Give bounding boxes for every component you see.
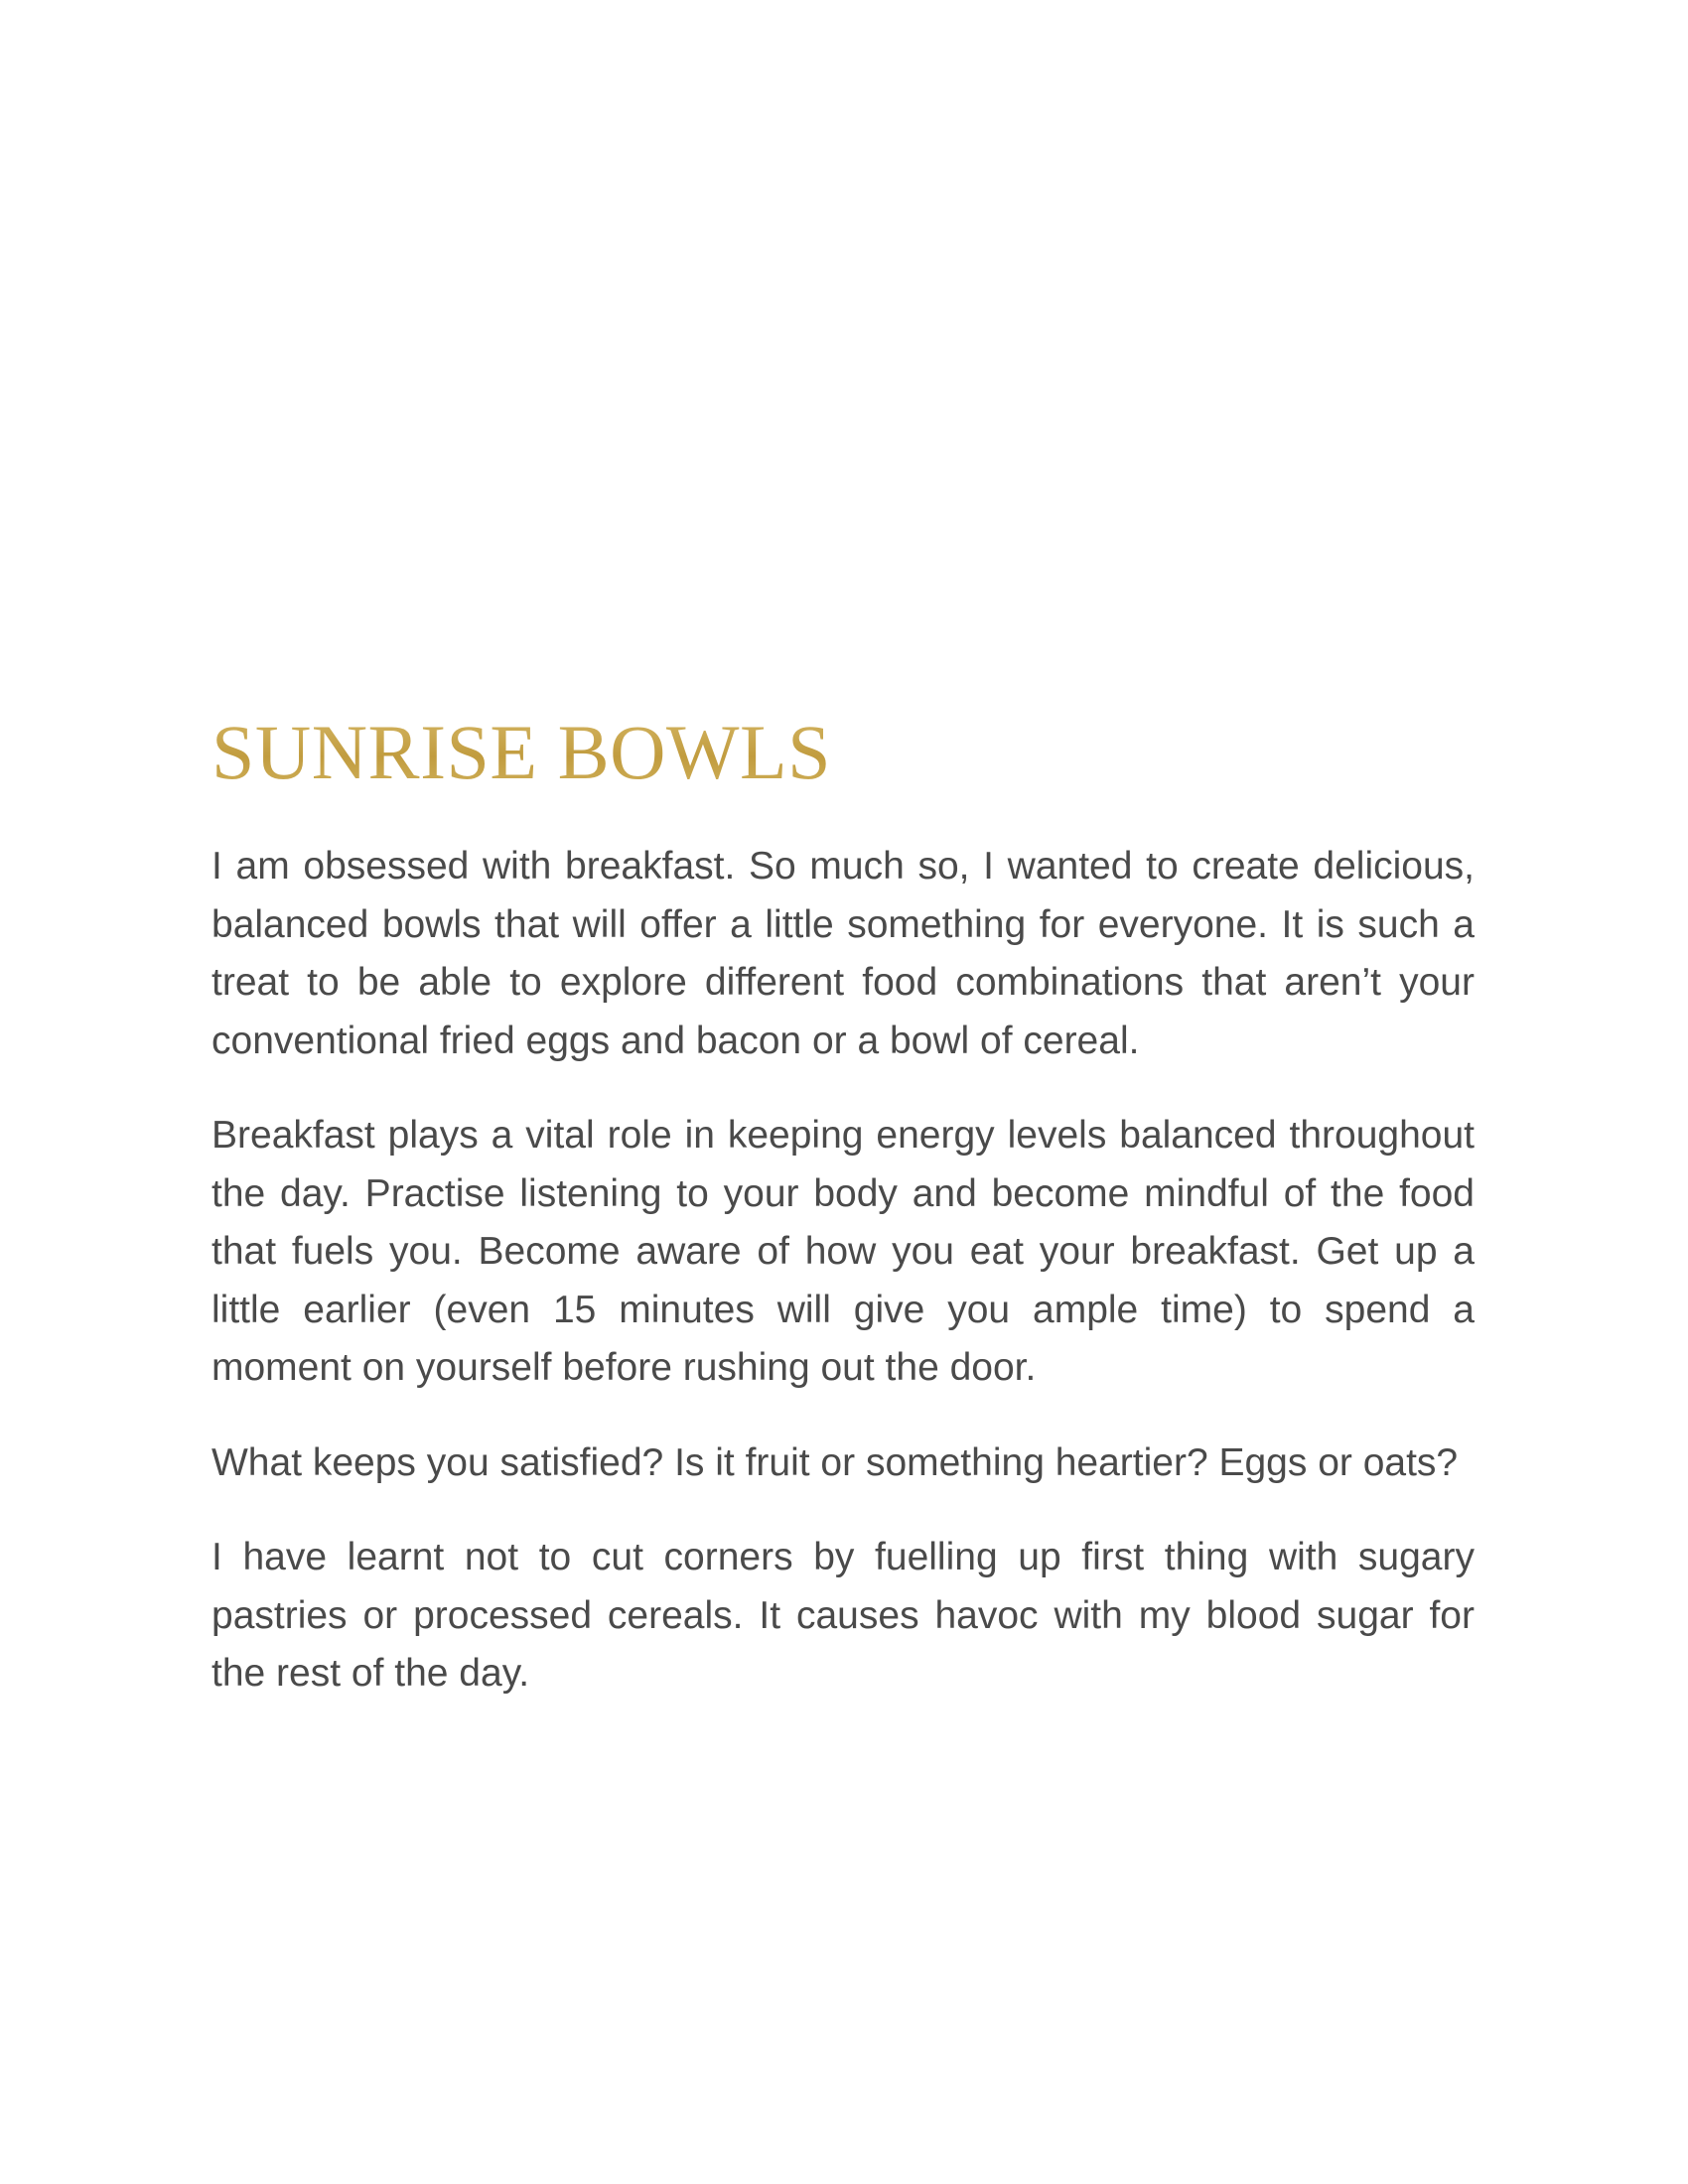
body-text	[211, 838, 1475, 1704]
paragraph-energy: Breakfast plays a vital role in keeping energy levels balanced throughout the day. Practise listening to your body and become mindful of the food that fuels you. Become aware of how you eat your breakfast. Get up a little earlier (even 15 minutes will give you ample time) to spend a moment on yourself before rushing out the door.	[211, 1114, 1475, 1389]
paragraph-intro: I am obsessed with breakfast. So much so, I wanted to create delicious, balanced bowls that will offer a little something for everyone. It is such a treat to be able to explore different food combinations that aren’t your conventional fried eggs and bacon or a bowl of cereal.	[211, 845, 1475, 1062]
paragraph-sugar: I have learnt not to cut corners by fuelling up first thing with sugary pastries or processed cereals. It causes havoc with my blood sugar for the rest of the day.	[211, 1536, 1475, 1695]
page-content	[211, 707, 1475, 1740]
page-title: SUNRISE BOWLS	[211, 707, 1475, 798]
paragraph-questions: What keeps you satisfied? Is it fruit or something heartier? Eggs or oats?	[211, 1440, 1459, 1484]
